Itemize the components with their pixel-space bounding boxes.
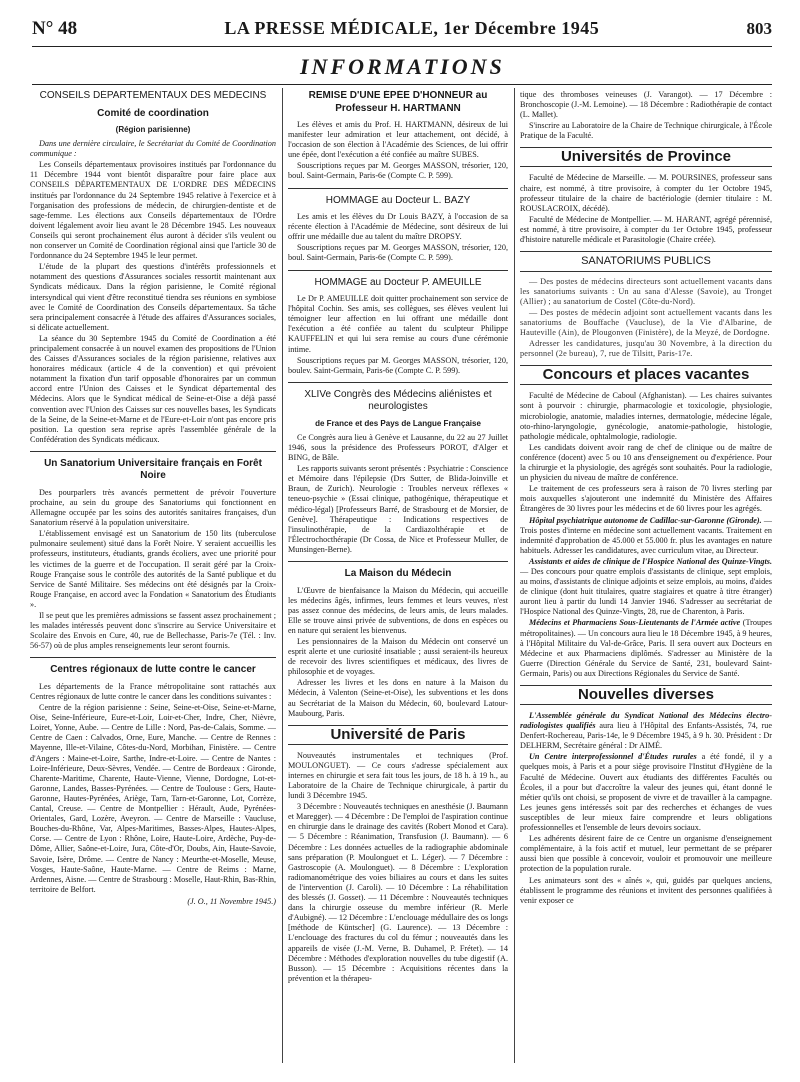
paragraph: Les départements de la France métropolitaine sont rattachés aux Centres régionaux de lutte contre le cancer dans les conditions suivantes : (30, 681, 276, 701)
section-banner: INFORMATIONS (300, 54, 505, 79)
paragraph (520, 752, 772, 833)
paragraph-body: — Des concours pour quatre emplois d'assistants de clinique, sept emplois, au moins, d'assistants de clinique adjoints et seize emplois, au moins, d'aides de clinique (dont huit titulaires, quatre stagiaires et quatre à titre étranger) auront lieu à partir du lundi 14 Janvier 1946. S'adresser au secrétariat de l'Hospice National des Quinze-Vingts, 28, rue de Charenton, à Paris. (520, 566, 772, 617)
paragraph: S'inscrire au Laboratoire de la Chaire de Technique chirurgicale, à l'École Pratique de la Faculté. (520, 121, 772, 141)
lead-in: Hôpital psychiatrique autonome de Cadillac-sur-Garonne (Gironde). (529, 515, 762, 525)
paragraph: Les adhérents désirent faire de ce Centre un organisme d'enseignement complémentaire, à la fois actif et mutuel, leur permettant de se préparer aussi bien que possible à concevoir, vouloir et promouvoir une meilleure protection de la population rurale. (520, 834, 772, 874)
paragraph: Le traitement de ces professeurs sera à raison de 70 livres sterling par mois auxquelles s'ajouteront une indemnité du Ministère des Affaires Étrangères de 30 livres pour les médecins et de 60 livres pour les agrégés. (520, 484, 772, 514)
paragraph: Dans une dernière circulaire, le Secrétariat du Comité de Coordination communique : (30, 139, 276, 159)
paragraph: — Des postes de médecin adjoint sont actuellement vacants dans les sanatoriums de Bouffache (Vaucluse), de la Vie d'Albarine, de Hauteville (Ain), de Plougonven (Finistère), de la Meyzé, de Dordogne. (520, 307, 772, 338)
paragraph: Souscriptions reçues par M. Georges MASSON, trésorier, 120, boul. Saint-Germain, Paris-6e (Compte C. P. 599). (288, 243, 508, 263)
article-congres (288, 389, 508, 555)
paragraph: Faculté de Médecine de Marseille. — M. POURSINES, professeur sans chaire, est nommé, à titre provisoire, à compter du 1er Octobre 1945, professeur titulaire de la chaire de bactériologie (dernier titulaire : M. ROUSLACROIX, décédé). (520, 173, 772, 213)
paragraph: Ce Congrès aura lieu à Genève et Lausanne, du 22 au 27 Juillet 1946, sous la présidence des Professeurs POROT, d'Alger et BING, de Bâle. (288, 432, 508, 463)
article-universite-paris-cont (520, 90, 772, 141)
article-title: Un Sanatorium Universitaire français en Forêt Noire (44, 457, 262, 482)
issue-number: N° 48 (32, 18, 78, 39)
lead-in: L'Assemblée générale du Syndicat National des Médecins électro-radiologistes qualifiés (520, 711, 772, 731)
section-title: SANATORIUMS PUBLICS (520, 251, 772, 272)
paragraph (520, 618, 772, 679)
article-subtitle: Comité de coordination (97, 107, 209, 119)
separator (288, 561, 508, 562)
lead-in: Assistants et aides de clinique de l'Hospice National des Quinze-Vingts. (529, 556, 772, 566)
separator (288, 188, 508, 189)
paragraph: — Des postes de médecins directeurs sont actuellement vacants dans les sanatoriums suivants : Un au sana d'Alesse (Savoie), au Tronget (Allier) ; au sanatorium de Costel (Côte-du-Nord). (520, 276, 772, 306)
article-title: REMISE D'UNE ÉPÉE D'HONNEUR au Professeur H. HARTMANN (308, 90, 488, 114)
paragraph: Les pensionnaires de la Maison du Médecin ont conservé un esprit alerte et une curiosité insatiable ; aussi seraient-ils heureux de recevoir des livres scientifiques et médicaux, des livres de philosophie et de voyages. (288, 636, 508, 677)
paragraph: Adresser les candidatures, jusqu'au 30 Novembre, à la direction du personnel (2e bureau), 7, rue de Tilsitt, Paris-17e. (520, 339, 772, 359)
article-subtitle: de France et des Pays de Langue Française (315, 418, 481, 428)
paragraph-body: (Troupes métropolitaines). — Un concours aura lieu le 18 Décembre 1945, à 9 heures, à l'Hôpital Militaire du Val-de-Grâce, Paris. Il sera ouvert aux Docteurs en Médecine et aux Pharmaciens diplômés. S'adresser au Ministère de la Guerre (Direction Générale du Service de Santé, 231, boulevard Saint-Germain, Paris) ou aux Directions Régionales du Service de Santé. (520, 618, 772, 678)
article-hommage-ameuille (288, 277, 508, 376)
banner-rule (32, 84, 772, 85)
paragraph (520, 516, 772, 556)
article-sanatorium (30, 458, 276, 652)
paragraph: Les Conseils départementaux provisoires institués par l'ordonnance du 11 Décembre 1944 vont bientôt disparaître pour faire place aux CONSEILS DÉPARTEMENTAUX DE L'ORDRE DES MÉDECINS institués par l'ordonnance du 24 Septembre 1945 relative à l'exercice et à l'organisation des professions de médecin, de chirurgien-dentiste et de sage-femme. Les élections aux Conseils départementaux de l'Ordre doivent légalement avoir lieu avant le 28 Décembre 1945. Les nouveaux Conseils qui seront prochainement élus auront à décider s'ils veulent ou non conserver un Comité de Coordination régional ainsi que l'article 30 de l'ordonnance du 24 Septembre 1945 le leur permet. (30, 160, 276, 261)
section-title: Concours et places vacantes (520, 365, 772, 385)
article-title: XLIVe Congrès des Médecins aliénistes et neurologistes (304, 388, 492, 413)
separator (288, 382, 508, 383)
paragraph: Souscriptions reçues par M. Georges MASSON, trésorier, 120, boul. Saint-Germain, Paris-6e (Compte C. P. 599). (288, 161, 508, 181)
paragraph-body: a été fondé, il y a quelques mois, à Paris et a pour siège provisoire l'Institut d'Hygiène de la Faculté de Médecine. Ouvert aux étudiants des différentes Facultés ou Écoles, il a pour but d'accroître la valeur des jeunes qui, étant donné le métier qu'ils ont choisi, se proposent de vivre et de travailler à la campagne. Les jeunes gens intéressés soit par des recherches et échanges de vues susceptibles de leur mieux faire comprendre et leurs obligations professionnelles et l'ensemble de leurs devoirs sociaux. (520, 752, 772, 833)
column-1 (30, 90, 276, 913)
paragraph: Centre de la région parisienne : Seine, Seine-et-Oise, Seine-et-Marne, Oise, Seine-Inférieure, Eure-et-Loir, Loir-et-Cher, Indre, Cher, Nièvre, Loiret, Yonne, Aube. — Centre de Lille : Nord, Pas-de-Calais, Somme. — Centre de Caen : Calvados, Orne, Eure, Manche. — Centre de Rennes : Mayenne, Ille-et-Vilaine, Côtes-du-Nord, Morbihan, Finistère. — Centre d'Angers : Maine-et-Loire, Sarthe, Indre-et-Loire. — Centre de Nantes : Loire-Inférieure, Deux-Sèvres, Vendée. — Centre de Bordeaux : Gironde, Charente-Maritime, Charente, Haute-Vienne, Vienne, Dordogne, Lot-et-Garonne, Landes, Basses-Pyrénées. — Centre de Toulouse : Gers, Haute-Garonne, Hautes-Pyrénées, Ariège, Tarn, Tarn-et-Garonne, Lot, Corrèze, Cantal, Creuse. — Centre de Montpellier : Hérault, Aude, Pyrénées-Orientales, Gard, Lozère, Aveyron. — Centre de Marseille : Vaucluse, Bouches-du-Rhône, Var, Alpes-Maritimes, Basses-Alpes, Hautes-Alpes, Corse. — Centre de Lyon : Rhône, Loire, Haute-Loire, Ardèche, Puy-de-Dôme, Allier, Saône-et-Loire, Jura, Côte-d'Or, Doubs, Ain, Haute-Savoie, Savoie, Isère, Drôme. — Centre de Nancy : Meurthe-et-Moselle, Meuse, Vosges, Haute-Saône, Haute-Marne. — Centre de Reims : Marne, Ardennes, Aisne. — Centre de Strasbourg : Moselle, Haut-Rhin, Bas-Rhin, territoire de Belfort. (30, 703, 276, 894)
article-hommage-bazy (288, 195, 508, 264)
article-concours (520, 365, 772, 679)
article-conseils (30, 90, 276, 445)
paragraph: Souscriptions reçues par M. Georges MASSON, trésorier, 120, boulev. Saint-Germain, Paris-6e (Compte C. P. 599). (288, 355, 508, 375)
article-subtitle-region: (Région parisienne) (115, 125, 191, 134)
paragraph: La séance du 30 Septembre 1945 du Comité de Coordination a été principalement consacrée à un nouvel examen des propositions de l'Union des Caisses d'Assurances sociales de la région parisienne, relatives aux honoraires médicaux (article 4 de la convention) et qui prévoient notamment la fixation d'un tarif opposable d'honoraires par un commun accord entre l'Union des Caisses et le Syndicat départemental des Médecins. Alors que le Syndicat médical de Seine-et-Oise a déjà passé convention avec l'Union des Caisses sur ces nouvelles bases, les Syndicats de la Seine, de la Seine-et-Marne et de l'Eure-et-Loir n'ont pas encore pris position. La question sera reprise après l'assemblée générale de la Confédération des Syndicats médicaux. (30, 333, 276, 444)
page-header (32, 18, 772, 44)
paragraph: L'établissement envisagé est un Sanatorium de 150 lits (tuberculose pulmonaire seulement) situé dans la Forêt Noire. Y seraient accueillis les professeurs, instituteurs, étudiants, grands écoliers, avec une priorité pour les victimes de la guerre et de l'occupation. Il serait géré par la Croix-Rouge Française sous le contrôle des autorités de la Santé publique et du Service de Santé Militaire. Ses médecins ont été désignés par la Croix-Rouge Française, en accord avec la Fondation « Sanatorium des Étudiants ». (30, 529, 276, 609)
paragraph: L'Œuvre de bienfaisance la Maison du Médecin, qui accueille les médecins âgés, infirmes, leurs femmes et leurs veuves, n'est pas assez connue des médecins, de leurs amis, de leurs malades. Elle se trouve ainsi privée de subventions, de dons en espèces ou en nature qui seraient les bienvenus. (288, 585, 508, 635)
column-3 (520, 90, 772, 912)
source-reference: (J. O., 11 Novembre 1945.) (187, 896, 276, 906)
article-sanatoriums-publics (520, 251, 772, 359)
column-divider-2 (514, 88, 515, 1063)
paragraph: 3 Décembre : Nouveautés techniques en anesthésie (J. Baumann et Maregger). — 4 Décembre : De l'emploi de l'aspiration continue en chirurgie dans le drainage des cavités (Robert Monod et Cara). — 5 Décembre : Réanimation, Transfusion (J. Baumann). — 6 Décembre : Les données actuelles de la radiographie abdominale sans préparation (P. Moulonguet et L. Léger). — 7 Décembre : Gastroscopie (A. Moulonguet). — 8 Décembre : L'exploration radiomanométrique des voies biliaires au cours et dans les suites de l'intervention (J. Caroli). — 10 Décembre : La réhabilitation des blessés (J. Gosset). — 11 Décembre : Nouveautés techniques dans la chirurgie osseuse du membre inférieur (R. Merle d'Aubigné). — 12 Décembre : L'enclouage médullaire des os longs [méthode de Küntscher] (G. Laurence). — 13 Décembre : L'enclouage des fractures du col du fémur ; nouveautés dans les appareils de visée (J.-M. Verne, B. Duhamel, P. Frétet). — 14 Décembre : Méthodes d'exploration nouvelles du tube digestif (A. Busson). — 15 Décembre : Acquisitions récentes dans la prévention et la thérapeu- (288, 802, 508, 983)
article-universite-paris (288, 725, 508, 984)
separator (30, 451, 276, 452)
article-cancer-centres (30, 664, 276, 907)
paragraph-body: — Trois postes d'interne en médecine sont actuellement vacants. Traitement en indemnité d'approbation de 45.000 et 55.000 fr. plus les avantages en nature habituels. Adresser les candidatures, avec curriculum vitae, au Directeur. (520, 515, 772, 555)
separator (288, 270, 508, 271)
page-number: 803 (746, 19, 772, 38)
journal-title: LA PRESSE MÉDICALE, 1er Décembre 1945 (224, 18, 600, 38)
section-title: Nouvelles diverses (520, 685, 772, 705)
paragraph: Les élèves et amis du Prof. H. HARTMANN, désireux de lui manifester leur admiration et leur attachement, ont décidé, à l'occasion de son élection à l'Académie des Sciences, de lui offrir une épée, dont l'exécution a été confiée au maître SUBES. (288, 120, 508, 160)
column-divider-1 (282, 88, 283, 1063)
article-title: Centres régionaux de lutte contre le cancer (50, 664, 256, 676)
paragraph: Il se peut que les premières admissions se fassent assez prochainement ; les malades intéressés peuvent donc s'inscrire au Service Universitaire et Scolaire des Envois en Cure, 40, rue de Bellechasse, Paris-7e (Tél. : Inv. 56-57) où de plus amples renseignements leur seront fournis. (30, 611, 276, 651)
paragraph (520, 711, 772, 751)
article-universites-province (520, 147, 772, 245)
separator (30, 657, 276, 658)
header-rule (32, 46, 772, 47)
article-title: CONSEILS DÉPARTEMENTAUX DES MÉDECINS (39, 90, 267, 101)
paragraph: Les candidats doivent avoir rang de chef de clinique ou de maître de conférence (docent) avec 5 ou 10 ans d'enseignement ou d'expérience. Pour la chirurgie et la physiologie, des agrégés sont souhaités. Pour la radiologie, un physicien du niveau de maître de conférence. (520, 442, 772, 483)
article-title: HOMMAGE au Docteur L. BAZY (325, 194, 471, 206)
article-epee-hartmann (288, 90, 508, 182)
article-title: La Maison du Médecin (344, 568, 452, 579)
paragraph: tique des thromboses veineuses (J. Varangot). — 17 Décembre : Bronchoscopie (J.-M. Lemoine). — 18 Décembre : Radiothérapie de contact (L. Mallet). (520, 90, 772, 120)
paragraph: Faculté de Médecine de Montpellier. — M. HARANT, agrégé pérennisé, est nommé, à titre provisoire, à compter du 1er Octobre 1945, professeur d'histoire naturelle médicale et Parasitologie (Chaire créée). (520, 214, 772, 245)
section-title: Universités de Province (520, 147, 772, 167)
paragraph: Les rapports suivants seront présentés : Psychiatrie : Conscience et Mémoire dans l'épilepsie (Drs Sutter, de Blida-Joinville et Braun, de Zurich). Neurologie : Troubles nerveux réflexes « teneuo-psychie » (Essai clinique, pathogénique, thérapeutique et médico-légal) [Professeurs Barré, de Strasbourg et de Morsier, de Genève]. Thérapeutique : Indications respectives de l'insulinothérapie, de la Cardiazolthérapie et de l'Électrochocthérapie (Dr Cossa, de Nice et Professeur Muller, de Munsingen-Berne). (288, 464, 508, 554)
paragraph: Les amis et les élèves du Dr Louis BAZY, à l'occasion de sa récente élection à l'Académie de Médecine, sont désireux de lui offrir une médaille due au talent du maître DROPSY. (288, 212, 508, 242)
article-nouvelles-diverses (520, 685, 772, 906)
paragraph: L'étude de la plupart des questions d'intérêts professionnels et notamment des questions d'Assurances sociales ressortit maintenant aux Syndicats médicaux. Dans la région parisienne, le Comité régional intersyndical qui vient d'être reconstitué tiendra ses réunions en symbiose avec le Comité de Coordination des Conseils départementaux. Sa tâche sera principalement consacrée à l'étude des affaires d'Assurances sociales, si délicate actuellement. (30, 262, 276, 332)
article-maison-medecin (288, 568, 508, 719)
paragraph: Faculté de Médecine de Caboul (Afghanistan). — Les chaires suivantes sont à pourvoir : chirurgie, pharmacologie et toxicologie, physiologie, microbiologie, anatomie, maladies internes, dermatologie, médecine légale, oto-rhino-laryngologie, gynécologie, anatomie-pathologie, histologie, pathologie médicale, ophtalmologie, radiologie. (520, 391, 772, 441)
section-title: Université de Paris (288, 725, 508, 745)
paragraph (520, 557, 772, 618)
lead-in: Un Centre interprofessionnel d'Études rurales (529, 752, 697, 762)
paragraph: Nouveautés instrumentales et techniques (Prof. MOULONGUET). — Ce cours s'adresse spécialement aux internes en chirurgie et sera fait tous les jours, de 18 h. à 19 h., au Laboratoire de la Chaire de Technique chirurgicale, à partir du lundi 3 Décembre 1945. (288, 750, 508, 801)
paragraph-body: aura lieu à l'Hôpital des Enfants-Assistés, 74, rue Denfert-Rochereau, Paris-14e, le 9 Décembre 1945, à 9 h. 30. Président : Dr DELHERM, Secrétaire général : Dr AIMÉ. (520, 721, 772, 751)
paragraph: Les animateurs sont des « aînés », qui, guidés par quelques anciens, établissent le programme des réunions et invitent des personnes qualifiées à venir exposer ce (520, 875, 772, 905)
article-title: HOMMAGE au Docteur P. AMEUILLE (314, 276, 482, 288)
paragraph: Le Dr P. AMEUILLE doit quitter prochainement son service de l'hôpital Cochin. Ses amis, ses collègues, ses élèves veulent lui témoigner leur affection en lui offrant une médaille dont l'exécution a été confiée au talent du sculpteur Philippe KAUFFELIN et qui lui sera remise au cours d'une cérémonie intime. (288, 294, 508, 354)
paragraph: Adresser les livres et les dons en nature à la Maison du Médecin, à Valenton (Seine-et-Oise), les subventions et les dons au Secrétariat de la Maison du Médecin, 60, boulevard Latour-Maubourg, Paris. (288, 678, 508, 718)
column-2 (288, 90, 508, 990)
lead-in: Médecins et Pharmaciens Sous-Lieutenants de l'Armée active (529, 618, 741, 628)
paragraph: Des pourparlers très avancés permettent de prévoir l'ouverture prochaine, au sein du groupe des Sanatoriums qui fonctionnent en Allemagne occupée par les soins des autorités sanitaires françaises, d'un Sanatorium réservé à la population universitaire. (30, 487, 276, 528)
